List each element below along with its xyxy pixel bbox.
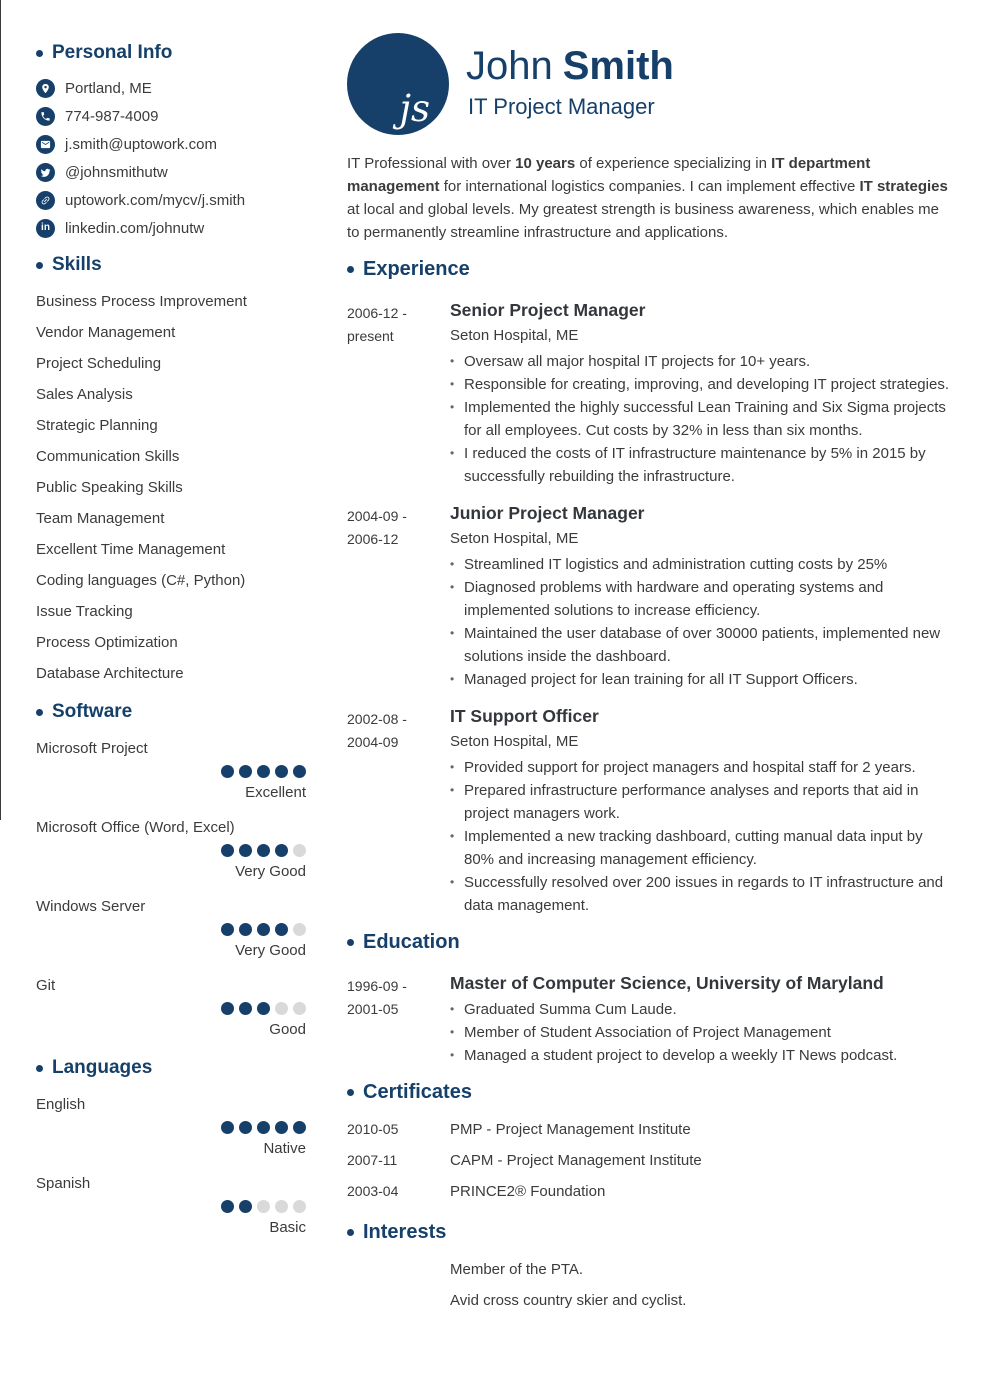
entry-date-from: 2002-08 - [347, 711, 407, 727]
software-section [36, 699, 306, 1040]
linkedin-icon: in [36, 219, 55, 238]
bullet-item [450, 1021, 950, 1044]
first-name: John [466, 44, 553, 88]
bullet-icon [36, 709, 43, 716]
personal-info-heading [36, 40, 306, 66]
interest-date-spacer [347, 1285, 450, 1316]
entry-dates [347, 705, 450, 917]
bullet-icon [347, 939, 354, 946]
entry-date-from: 1996-09 - [347, 978, 407, 994]
dot-filled-icon [239, 844, 252, 857]
bullet-item [450, 553, 950, 576]
link-icon [36, 191, 55, 210]
entry-date-to: present [347, 328, 394, 344]
summary-text-segment: 10 years [515, 155, 576, 172]
software-item-name: Git [36, 977, 56, 994]
summary-text-segment: IT strategies [859, 178, 948, 195]
dot-filled-icon [275, 765, 288, 778]
rating-dots [36, 765, 306, 778]
contact-text: 774-987-4009 [65, 107, 159, 125]
software-item-name: Microsoft Project [36, 740, 148, 757]
dot-empty-icon [293, 1002, 306, 1015]
entry-date-from: 2004-09 - [347, 508, 407, 524]
bullet-item [450, 779, 950, 825]
skill-item: Process Optimization [36, 634, 178, 651]
contact-item [36, 186, 306, 214]
dot-filled-icon [239, 1200, 252, 1213]
interests-list [347, 1254, 950, 1316]
contact-item [36, 130, 306, 158]
dot-filled-icon [239, 1121, 252, 1134]
bullet-text: Responsible for creating, improving, and developing IT project strategies. [464, 376, 949, 393]
entry-body [450, 502, 950, 691]
skills-heading [36, 252, 306, 278]
certificate-date: 2007-11 [347, 1152, 398, 1168]
certificate-date: 2003-04 [347, 1183, 399, 1199]
experience-entry [347, 502, 950, 691]
skill-item: Database Architecture [36, 665, 184, 682]
bullet-marker: • [450, 1048, 455, 1062]
bullet-text: Implemented a new tracking dashboard, cutting manual data input by 80% and increasing management efficiency. [464, 828, 923, 868]
bullet-text: Member of Student Association of Project Management [464, 1024, 831, 1041]
bullet-marker: • [450, 1002, 455, 1016]
certificate-name: PRINCE2® Foundation [450, 1183, 606, 1200]
bullet-text: Managed a student project to develop a weekly IT News podcast. [464, 1047, 898, 1064]
bullet-item [450, 396, 950, 442]
languages-section [36, 1055, 306, 1238]
contact-list [36, 74, 306, 242]
bullet-text: Prepared infrastructure performance analyses and reports that aid in project managers work. [464, 782, 919, 822]
skills-heading-label: Skills [52, 254, 102, 275]
education-heading [347, 929, 950, 956]
bullet-marker: • [450, 760, 455, 774]
summary-text-segment: IT department management [347, 155, 871, 195]
entry-title: Master of Computer Science, University of Maryland [450, 973, 884, 993]
entry-title: IT Support Officer [450, 706, 599, 726]
entry-title: Senior Project Manager [450, 300, 646, 320]
contact-item [36, 158, 306, 186]
contact-item [36, 102, 306, 130]
dot-filled-icon [221, 1002, 234, 1015]
contact-item [36, 214, 306, 242]
dot-filled-icon [221, 844, 234, 857]
skills-list [36, 286, 306, 689]
bullet-marker: • [450, 672, 455, 686]
software-item [36, 739, 306, 803]
skill-item: Coding languages (C#, Python) [36, 572, 246, 589]
bullet-marker: • [450, 446, 455, 460]
entry-date-from: 2006-12 - [347, 305, 407, 321]
dot-filled-icon [221, 923, 234, 936]
dot-empty-icon [275, 1200, 288, 1213]
interest-text: Member of the PTA. [450, 1261, 584, 1278]
education-heading-label: Education [363, 931, 460, 953]
bullet-marker: • [450, 377, 455, 391]
language-item-name: English [36, 1096, 86, 1113]
name-block [466, 33, 674, 135]
dot-filled-icon [275, 844, 288, 857]
contact-text: @johnsmithutw [65, 163, 168, 181]
bullet-icon [347, 1229, 354, 1236]
certificate-name: PMP - Project Management Institute [450, 1121, 691, 1138]
bullet-item [450, 825, 950, 871]
bullet-item [450, 668, 950, 691]
bullet-item [450, 1044, 950, 1067]
entry-dates [347, 972, 450, 1067]
bullet-icon [36, 50, 43, 57]
software-item [36, 897, 306, 961]
certificate-name: CAPM - Project Management Institute [450, 1152, 702, 1169]
certificates-section [347, 1079, 950, 1207]
software-item-name: Microsoft Office (Word, Excel) [36, 819, 235, 836]
education-section [347, 929, 950, 1067]
software-item-level-label: Good [269, 1021, 306, 1038]
avatar-initials: js [399, 87, 430, 131]
twitter-icon [36, 163, 55, 182]
experience-section [347, 256, 950, 917]
bullet-item [450, 373, 950, 396]
entry-body [450, 705, 950, 917]
bullet-text: I reduced the costs of IT infrastructure maintenance by 5% in 2015 by successfully rebuilding the infrastructure. [464, 445, 926, 485]
bullet-item [450, 998, 950, 1021]
skills-section [36, 252, 306, 689]
personal-info-heading-label: Personal Info [52, 42, 173, 63]
bullet-icon [36, 1065, 43, 1072]
languages-list [36, 1095, 306, 1238]
experience-heading [347, 256, 950, 283]
summary-text-segment: for international logistics companies. I can implement effective [439, 178, 860, 195]
contact-text: linkedin.com/johnutw [65, 219, 205, 237]
interests-heading-label: Interests [363, 1221, 447, 1243]
contact-text: j.smith@uptowork.com [65, 135, 217, 153]
entry-bullets [450, 998, 950, 1067]
dot-empty-icon [275, 1002, 288, 1015]
rating-dots [36, 1200, 306, 1213]
contact-text: uptowork.com/mycv/j.smith [65, 191, 246, 209]
entry-title: Junior Project Manager [450, 503, 645, 523]
page-edge-line [0, 0, 1, 820]
interest-item [347, 1285, 950, 1316]
bullet-item [450, 442, 950, 488]
summary-text-segment: at local and global levels. My greatest strength is business awareness, which enables me to permanently streamline infrastructure and applications. [347, 201, 939, 241]
dot-filled-icon [257, 765, 270, 778]
education-entry [347, 972, 950, 1067]
certificate-date: 2010-05 [347, 1121, 399, 1137]
last-name: Smith [562, 44, 674, 88]
skill-item: Strategic Planning [36, 417, 158, 434]
certificates-heading [347, 1079, 950, 1106]
education-entries [347, 972, 950, 1067]
bullet-text: Oversaw all major hospital IT projects for 10+ years. [464, 353, 811, 370]
dot-filled-icon [221, 1200, 234, 1213]
bullet-text: Managed project for lean training for all IT Support Officers. [464, 671, 858, 688]
bullet-marker: • [450, 557, 455, 571]
bullet-text: Streamlined IT logistics and administration cutting costs by 25% [464, 556, 888, 573]
interest-text: Avid cross country skier and cyclist. [450, 1292, 687, 1309]
sidebar [36, 0, 306, 1316]
entry-company: Seton Hospital, ME [450, 733, 579, 750]
dot-filled-icon [239, 1002, 252, 1015]
entry-bullets [450, 756, 950, 917]
certificates-heading-label: Certificates [363, 1081, 472, 1103]
skill-item: Business Process Improvement [36, 293, 247, 310]
software-item [36, 976, 306, 1040]
avatar [347, 33, 449, 135]
interest-date-spacer [347, 1254, 450, 1285]
bullet-text: Diagnosed problems with hardware and operating systems and implemented solutions to increase efficiency. [464, 579, 884, 619]
software-heading [36, 699, 306, 725]
entry-company: Seton Hospital, ME [450, 327, 579, 344]
email-icon [36, 135, 55, 154]
skill-item: Public Speaking Skills [36, 479, 183, 496]
software-item-level-label: Very Good [235, 942, 306, 959]
dot-filled-icon [239, 923, 252, 936]
bullet-text: Implemented the highly successful Lean Training and Six Sigma projects for all employees. Cut costs by 32% in less than six months. [464, 399, 946, 439]
dot-filled-icon [221, 1121, 234, 1134]
certificates-list [347, 1114, 950, 1207]
rating-dots [36, 844, 306, 857]
entry-body [450, 299, 950, 488]
summary-text-segment: IT Professional with over [347, 155, 516, 172]
certificate-item [347, 1145, 950, 1176]
dot-filled-icon [275, 923, 288, 936]
location-icon [36, 79, 55, 98]
dot-empty-icon [293, 1200, 306, 1213]
interests-heading [347, 1219, 950, 1246]
bullet-text: Graduated Summa Cum Laude. [464, 1001, 677, 1018]
dot-filled-icon [257, 1002, 270, 1015]
bullet-text: Provided support for project managers and hospital staff for 2 years. [464, 759, 916, 776]
experience-heading-label: Experience [363, 258, 470, 280]
language-item [36, 1095, 306, 1159]
summary-text-segment: of experience specializing in [575, 155, 772, 172]
entry-company: Seton Hospital, ME [450, 530, 579, 547]
dot-filled-icon [257, 923, 270, 936]
bullet-item [450, 622, 950, 668]
software-item-level-label: Very Good [235, 863, 306, 880]
language-item-level-label: Native [263, 1140, 306, 1157]
resume-header [347, 33, 950, 135]
rating-dots [36, 1002, 306, 1015]
dot-empty-icon [257, 1200, 270, 1213]
bullet-marker: • [450, 354, 455, 368]
software-item-level-label: Excellent [245, 784, 306, 801]
dot-filled-icon [293, 765, 306, 778]
skill-item: Project Scheduling [36, 355, 162, 372]
entry-date-to: 2006-12 [347, 531, 399, 547]
experience-entries [347, 299, 950, 917]
bullet-item [450, 576, 950, 622]
bullet-marker: • [450, 829, 455, 843]
dot-filled-icon [293, 1121, 306, 1134]
experience-entry [347, 299, 950, 488]
contact-item [36, 74, 306, 102]
bullet-item [450, 871, 950, 917]
interest-item [347, 1254, 950, 1285]
bullet-icon [347, 1089, 354, 1096]
bullet-marker: • [450, 783, 455, 797]
entry-bullets [450, 350, 950, 488]
entry-dates [347, 502, 450, 691]
dot-empty-icon [293, 844, 306, 857]
job-title: IT Project Manager [468, 94, 655, 119]
dot-filled-icon [275, 1121, 288, 1134]
bullet-marker: • [450, 400, 455, 414]
bullet-marker: • [450, 580, 455, 594]
bullet-icon [347, 266, 354, 273]
phone-icon [36, 107, 55, 126]
skill-item: Issue Tracking [36, 603, 133, 620]
entry-dates [347, 299, 450, 488]
dot-filled-icon [257, 844, 270, 857]
dot-empty-icon [293, 923, 306, 936]
summary-paragraph [347, 152, 950, 244]
dot-filled-icon [221, 765, 234, 778]
bullet-marker: • [450, 875, 455, 889]
languages-heading [36, 1055, 306, 1081]
interests-section [347, 1219, 950, 1316]
certificate-item [347, 1114, 950, 1145]
language-item-level-label: Basic [269, 1219, 306, 1236]
entry-body [450, 972, 950, 1067]
language-item [36, 1174, 306, 1238]
bullet-text: Successfully resolved over 200 issues in regards to IT infrastructure and data management. [464, 874, 944, 914]
full-name [466, 44, 674, 88]
dot-filled-icon [257, 1121, 270, 1134]
contact-text: Portland, ME [65, 79, 152, 97]
bullet-item [450, 756, 950, 779]
software-list [36, 739, 306, 1040]
experience-entry [347, 705, 950, 917]
skill-item: Team Management [36, 510, 165, 527]
personal-info-section [36, 40, 306, 242]
skill-item: Vendor Management [36, 324, 176, 341]
entry-date-to: 2004-09 [347, 734, 399, 750]
entry-date-to: 2001-05 [347, 1001, 399, 1017]
software-heading-label: Software [52, 701, 133, 722]
skill-item: Excellent Time Management [36, 541, 226, 558]
bullet-item [450, 350, 950, 373]
rating-dots [36, 1121, 306, 1134]
bullet-marker: • [450, 1025, 455, 1039]
languages-heading-label: Languages [52, 1057, 153, 1078]
entry-bullets [450, 553, 950, 691]
software-item-name: Windows Server [36, 898, 146, 915]
language-item-name: Spanish [36, 1175, 91, 1192]
certificate-item [347, 1176, 950, 1207]
bullet-icon [36, 262, 43, 269]
skill-item: Sales Analysis [36, 386, 133, 403]
main-column [347, 0, 950, 1316]
bullet-text: Maintained the user database of over 30000 patients, implemented new solutions inside the dashboard. [464, 625, 941, 665]
dot-filled-icon [239, 765, 252, 778]
software-item [36, 818, 306, 882]
bullet-marker: • [450, 626, 455, 640]
skill-item: Communication Skills [36, 448, 180, 465]
rating-dots [36, 923, 306, 936]
